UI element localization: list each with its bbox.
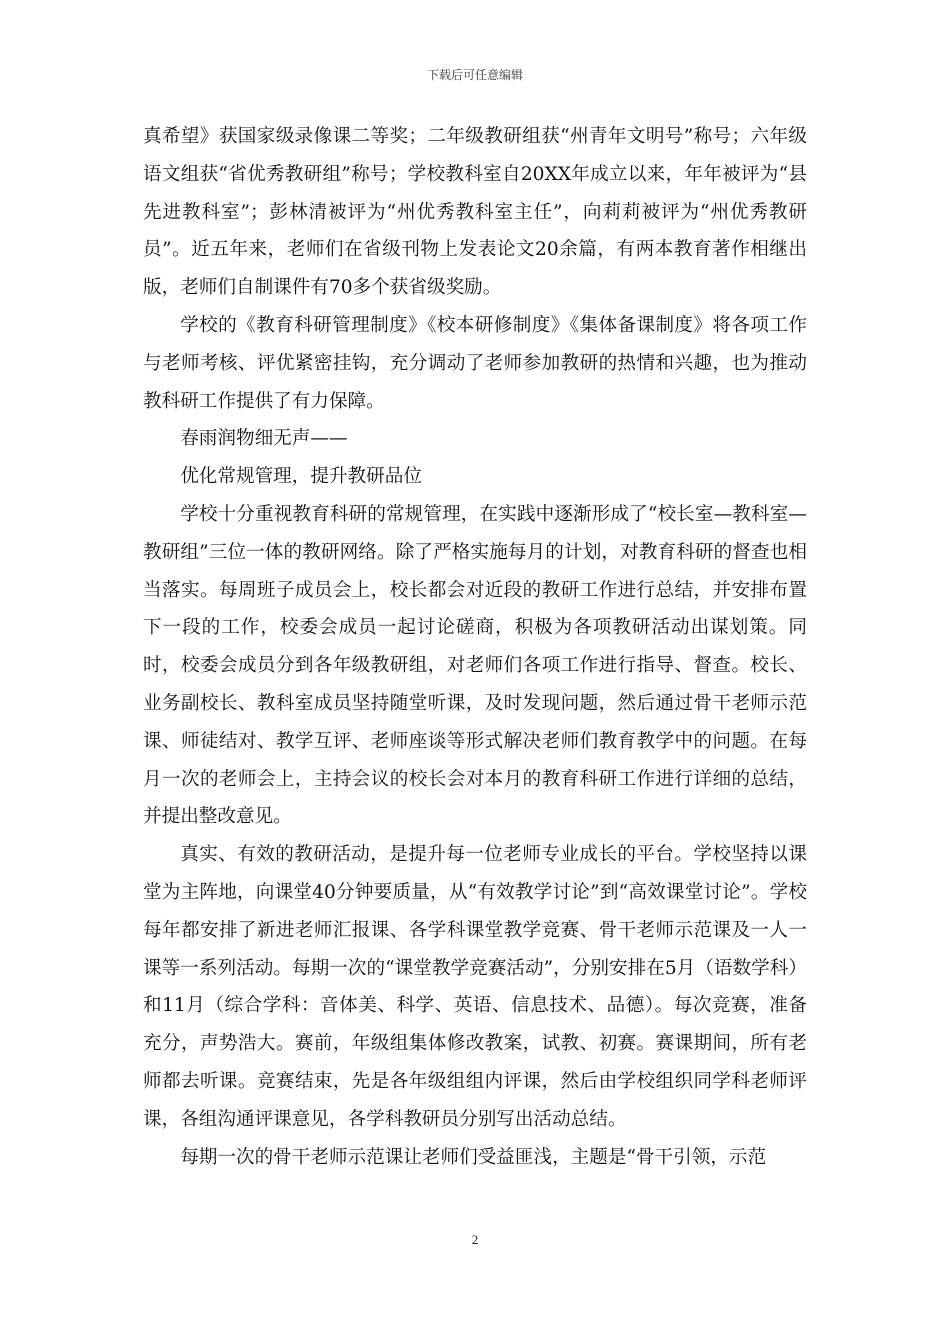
paragraph-teaching-activities: 真实、有效的教研活动，是提升每一位老师专业成长的平台。学校坚持以课堂为主阵地，向课堂40分钟要质量，从“有效教学讨论”到“高效课堂讨论”。学校每年都安排了新进老师汇报课、各学科课堂教学竞赛、骨干老师示范课及一人一课等一系列活动。每期一次的“课堂教学竞赛活动”，分别安排在5月（语数学科）和11月（综合学科：音体美、科学、英语、信息技术、品德）。每次竞赛，准备充分，声势浩大。赛前，年级组集体修改教案，试教、初赛。赛课期间，所有老师都去听课。竞赛结束，先是各年级组组内评课，然后由学校组织同学科老师评课，各组沟通评课意见，各学科教研员分别写出活动总结。 <box>143 844 807 1130</box>
paragraph-regulations: 学校的《教育科研管理制度》《校本研修制度》《集体备课制度》将各项工作与老师考核、评优紧密挂钩，充分调动了老师参加教研的热情和兴趣，也为推动教科研工作提供了有力保障。 <box>143 314 807 412</box>
page-number: 2 <box>471 1232 479 1247</box>
paragraph-demo-lessons: 每期一次的骨干老师示范课让老师们受益匪浅，主题是“骨干引领，示范 <box>180 1146 767 1168</box>
document-body <box>143 118 807 1176</box>
section-heading-line-1: 春雨润物细无声—— <box>180 428 348 450</box>
paragraph-routine-management: 学校十分重视教育科研的常规管理，在实践中逐渐形成了“校长室—教科室—教研组”三位一体的教研网络。除了严格实施每月的计划，对教育科研的督查也相当落实。每周班子成员会上，校长都会对近段的教研工作进行总结，并安排布置下一段的工作，校委会成员一起讨论磋商，积极为各项教研活动出谋划策。同时，校委会成员分到各年级教研组，对老师们各项工作进行指导、督查。校长、业务副校长、教科室成员坚持随堂听课，及时发现问题，然后通过骨干老师示范课、师徒结对、教学互评、老师座谈等形式解决老师们教育教学中的问题。在每月一次的老师会上，主持会议的校长会对本月的教育科研工作进行详细的总结，并提出整改意见。 <box>143 503 807 828</box>
paragraph-awards-continued: 真希望》获国家级录像课二等奖；二年级教研组获“州青年文明号”称号；六年级语文组获“省优秀教研组”称号；学校教科室自20XX年成立以来，年年被评为“县先进教科室”；彭林清被评为“州优秀教科室主任”，向莉莉被评为“州优秀教研员”。近五年来，老师们在省级刊物上发表论文20余篇，有两本教育著作相继出版，老师们自制课件有70多个获省级奖励。 <box>143 126 807 299</box>
page-header: 下载后可任意编辑 <box>426 68 523 82</box>
section-heading-line-2: 优化常规管理，提升教研品位 <box>180 466 422 488</box>
